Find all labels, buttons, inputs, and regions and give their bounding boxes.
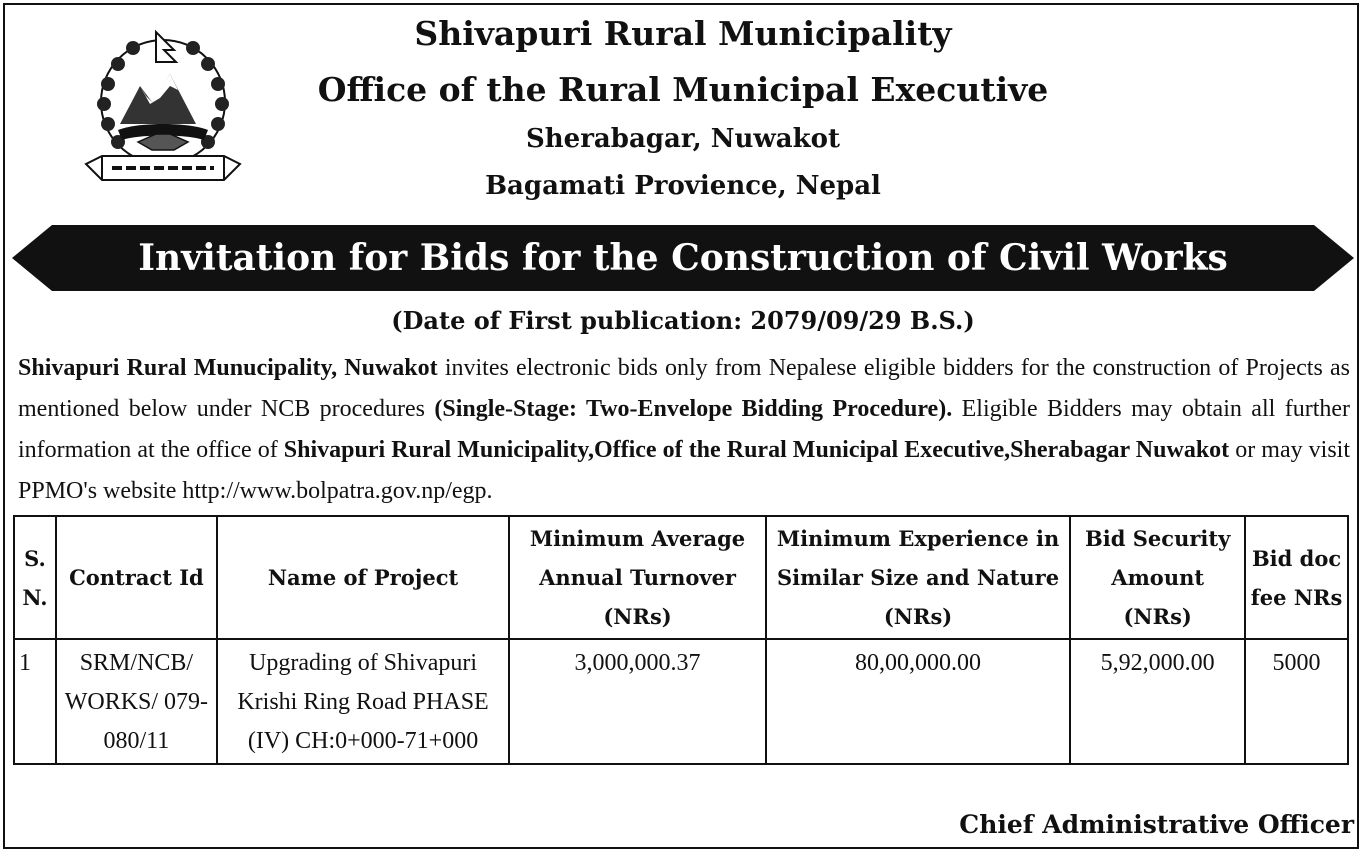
col-header-security: Bid Security Amount (NRs) xyxy=(1070,516,1245,639)
cell-sn: 1 xyxy=(14,639,56,764)
notice-title: Invitation for Bids for the Construction of Civil Works xyxy=(138,237,1228,279)
table-header-row xyxy=(14,516,1348,639)
cell-turnover: 3,000,000.37 xyxy=(509,639,766,764)
cell-contract-id: SRM/NCB/ WORKS/ 079- 080/11 xyxy=(56,639,217,764)
bids-table xyxy=(13,515,1349,765)
publication-date: (Date of First publication: 2079/09/29 B.S.) xyxy=(391,306,975,335)
col-header-experience: Minimum Experience in Similar Size and Nature (NRs) xyxy=(766,516,1070,639)
col-header-docfee: Bid doc fee NRs xyxy=(1245,516,1348,639)
municipality-name: Shivapuri Rural Municipality xyxy=(414,14,952,53)
signatory-title: Chief Administrative Officer xyxy=(959,810,1354,839)
office-address: Sherabagar, Nuwakot xyxy=(526,124,840,154)
intro-paragraph xyxy=(18,348,1350,512)
org-name: Shivapuri Rural Munucipality, Nuwakot xyxy=(18,355,438,381)
province-country: Bagamati Provience, Nepal xyxy=(485,171,881,201)
col-header-project: Name of Project xyxy=(217,516,509,639)
col-header-contract-id: Contract Id xyxy=(56,516,217,639)
intro-text-2: Eligible Bidders may obtain all further information at the office of xyxy=(18,396,1351,463)
cell-security: 5,92,000.00 xyxy=(1070,639,1245,764)
office-reference: Shivapuri Rural Municipality,Office of the Rural Municipal Executive,Sherabagar Nuwakot xyxy=(283,437,1230,463)
office-name: Office of the Rural Municipal Executive xyxy=(317,70,1049,109)
procedure-name: (Single-Stage: Two-Envelope Bidding Procedure). xyxy=(434,396,953,422)
cell-docfee: 5000 xyxy=(1245,639,1348,764)
col-header-turnover: Minimum Average Annual Turnover (NRs) xyxy=(509,516,766,639)
cell-experience: 80,00,000.00 xyxy=(766,639,1070,764)
cell-project: Upgrading of Shivapuri Krishi Ring Road PHASE (IV) CH:0+000-71+000 xyxy=(217,639,509,764)
intro-text-1: invites electronic bids only from Nepalese eligible bidders for the construction of Projects as mentioned below under NCB procedures xyxy=(18,355,1350,422)
table-row xyxy=(14,639,1348,764)
col-header-sn: S. N. xyxy=(14,516,56,639)
intro-text-3: or may visit PPMO's website http://www.bolpatra.gov.np/egp. xyxy=(18,437,1351,504)
